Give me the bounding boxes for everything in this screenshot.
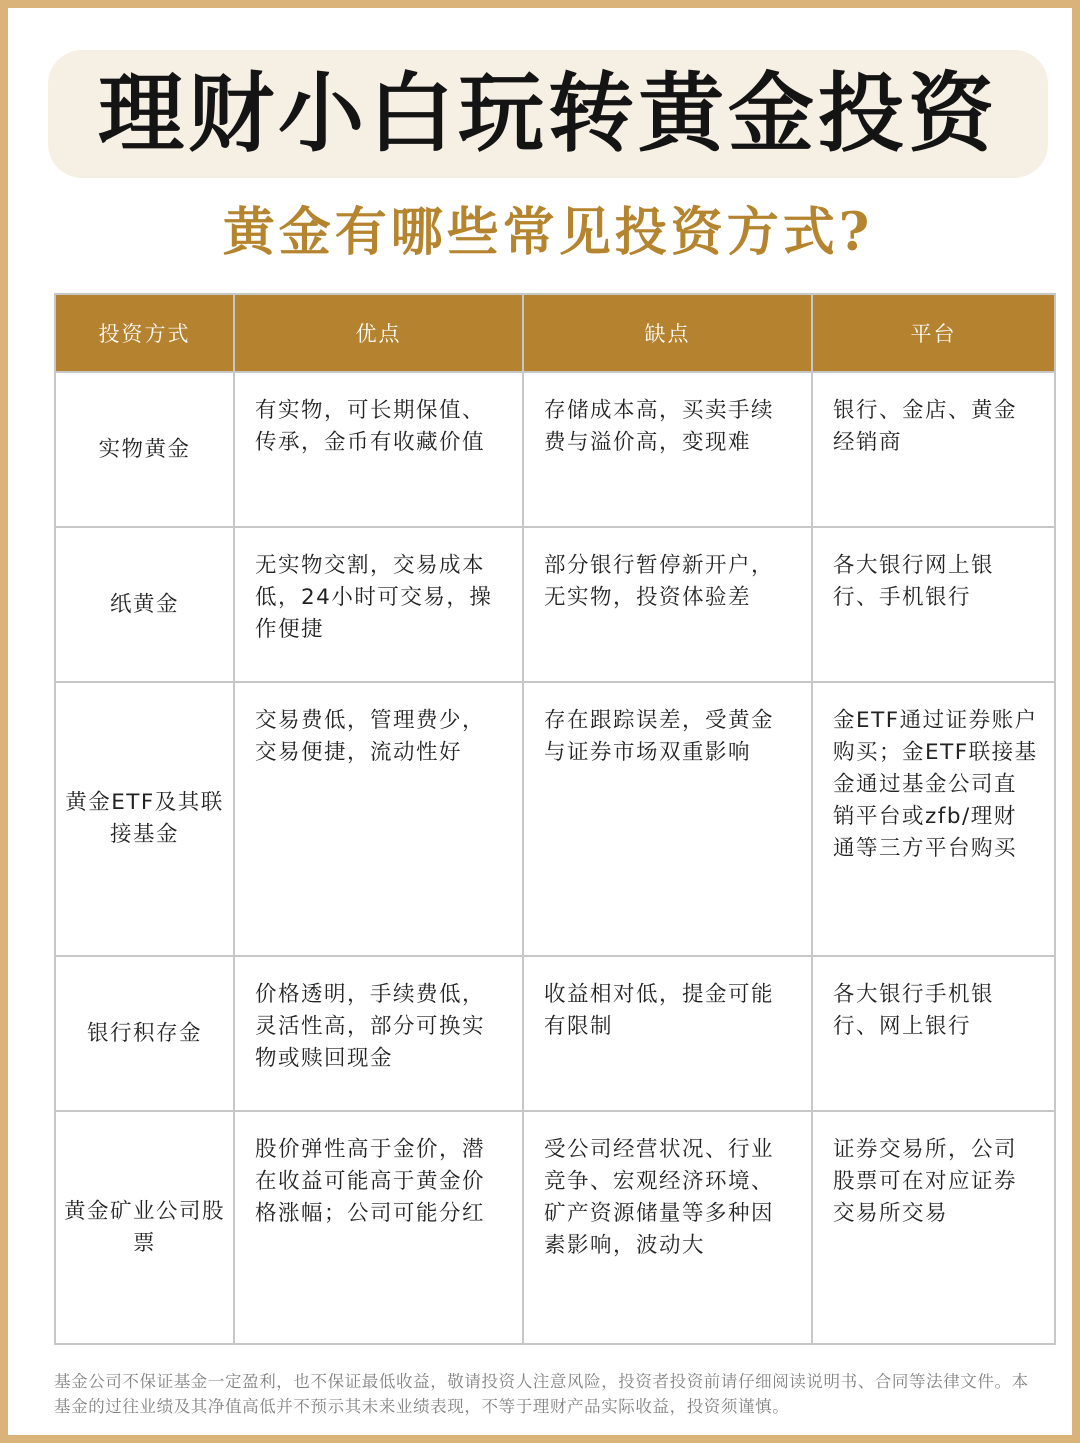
table-row <box>55 956 1055 1111</box>
pros-cell: 无实物交割，交易成本低，24小时可交易，操作便捷 <box>234 527 523 682</box>
cons-cell: 存在跟踪误差，受黄金与证券市场双重影响 <box>523 682 812 956</box>
table-row <box>55 372 1055 527</box>
section-subtitle: 黄金有哪些常见投资方式? <box>222 202 874 263</box>
platform-cell: 银行、金店、黄金经销商 <box>812 372 1055 527</box>
pros-cell: 有实物，可长期保值、传承，金币有收藏价值 <box>234 372 523 527</box>
header-pros: 优点 <box>234 294 523 372</box>
platform-cell: 各大银行网上银行、手机银行 <box>812 527 1055 682</box>
page-title: 理财小白玩转黄金投资 <box>98 63 998 164</box>
header-platform: 平台 <box>812 294 1055 372</box>
pros-cell: 价格透明，手续费低，灵活性高，部分可换实物或赎回现金 <box>234 956 523 1111</box>
method-cell: 黄金ETF及其联接基金 <box>55 682 234 956</box>
table-row <box>55 527 1055 682</box>
method-cell: 实物黄金 <box>55 372 234 527</box>
risk-disclaimer: 基金公司不保证基金一定盈利，也不保证最低收益，敬请投资人注意风险，投资者投资前请仔细阅读说明书、合同等法律文件。本基金的过往业绩及其净值高低并不预示其未来业绩表现，不等于理财产品实际收益，投资须谨慎。 <box>54 1372 1029 1416</box>
header-method: 投资方式 <box>55 294 234 372</box>
platform-cell: 金ETF通过证券账户购买；金ETF联接基金通过基金公司直销平台或zfb/理财通等三方平台购买 <box>812 682 1055 956</box>
cons-cell: 收益相对低，提金可能有限制 <box>523 956 812 1111</box>
table-header <box>55 294 1055 372</box>
table-row <box>55 682 1055 956</box>
table-row <box>55 1111 1055 1344</box>
cons-cell: 部分银行暂停新开户，无实物，投资体验差 <box>523 527 812 682</box>
platform-cell: 各大银行手机银行、网上银行 <box>812 956 1055 1111</box>
comparison-table <box>54 293 1056 1345</box>
header-cons: 缺点 <box>523 294 812 372</box>
platform-cell: 证券交易所，公司股票可在对应证券交易所交易 <box>812 1111 1055 1344</box>
title-banner <box>48 50 1048 178</box>
method-cell: 黄金矿业公司股票 <box>55 1111 234 1344</box>
header-row <box>55 294 1055 372</box>
cons-cell: 受公司经营状况、行业竞争、宏观经济环境、矿产资源储量等多种因素影响，波动大 <box>523 1111 812 1344</box>
pros-cell: 交易费低，管理费少，交易便捷，流动性好 <box>234 682 523 956</box>
cons-cell: 存储成本高，买卖手续费与溢价高，变现难 <box>523 372 812 527</box>
pros-cell: 股价弹性高于金价，潜在收益可能高于黄金价格涨幅；公司可能分红 <box>234 1111 523 1344</box>
method-cell: 银行积存金 <box>55 956 234 1111</box>
method-cell: 纸黄金 <box>55 527 234 682</box>
